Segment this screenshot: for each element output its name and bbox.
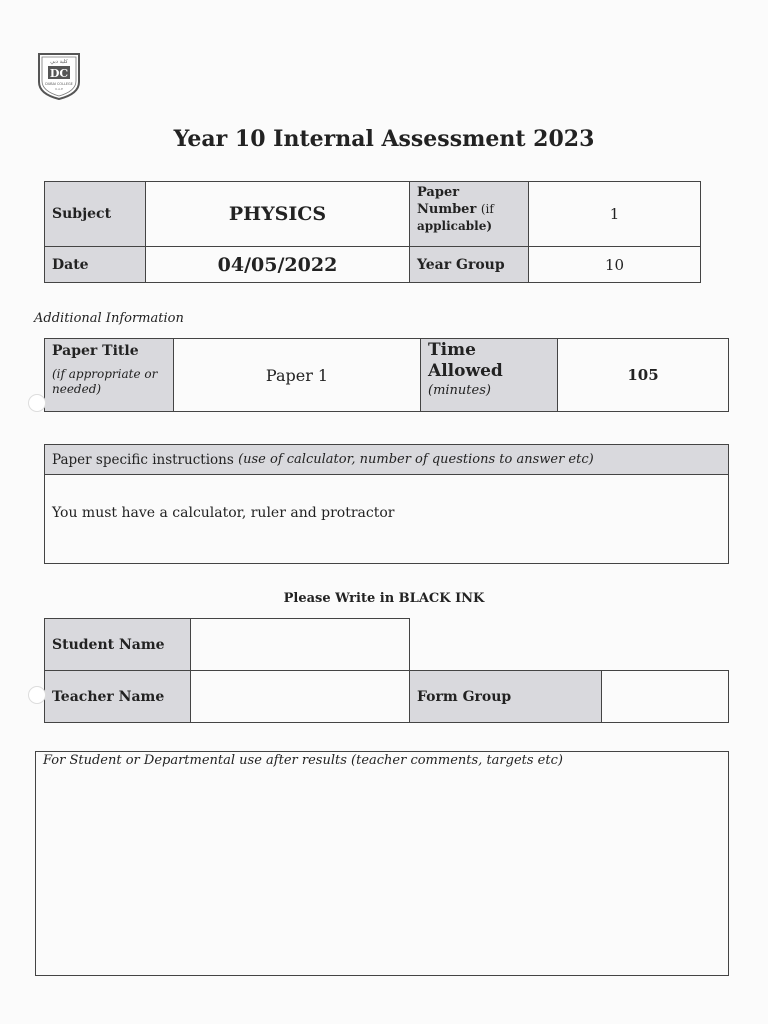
paper-title-note-1: (if appropriate or [52, 367, 158, 381]
form-group-field[interactable] [601, 670, 729, 723]
paper-number-label-line2: Number [417, 202, 477, 217]
black-ink-notice: Please Write in BLACK INK [283, 591, 485, 606]
subject-label: Subject [44, 181, 146, 247]
page-title: Year 10 Internal Assessment 2023 [173, 126, 595, 152]
time-allowed-label-cell [420, 338, 558, 412]
paper-title-value: Paper 1 [173, 338, 421, 412]
year-group-label: Year Group [409, 246, 529, 283]
paper-title-label-cell [44, 338, 174, 412]
teacher-name-field[interactable] [190, 670, 410, 723]
paper-number-note-1: (if [480, 202, 494, 216]
punch-hole [28, 394, 46, 412]
time-allowed-note: (minutes) [428, 383, 491, 398]
paper-number-value: 1 [528, 181, 701, 247]
svg-text:كلية دبي: كلية دبي [50, 59, 68, 65]
date-value: 04/05/2022 [145, 246, 410, 283]
paper-number-note-2: applicable) [417, 219, 493, 233]
year-group-value: 10 [528, 246, 701, 283]
instructions-heading-row [44, 444, 729, 475]
instructions-heading: Paper specific instructions [52, 451, 234, 468]
date-label: Date [44, 246, 146, 283]
instructions-body: You must have a calculator, ruler and protractor [44, 474, 729, 564]
paper-number-label [409, 181, 529, 247]
paper-title-note-2: needed) [52, 382, 102, 396]
paper-number-label-line1: Paper [417, 185, 460, 200]
form-group-label: Form Group [409, 670, 602, 723]
time-allowed-label-line2: Allowed [428, 361, 503, 381]
comments-box[interactable] [35, 751, 729, 976]
college-logo [36, 52, 82, 100]
teacher-name-label: Teacher Name [44, 670, 191, 723]
subject-value: PHYSICS [145, 181, 410, 247]
svg-text:DC: DC [49, 67, 69, 80]
additional-information-heading: Additional Information [34, 311, 184, 326]
student-name-field[interactable] [190, 618, 410, 671]
comments-label: For Student or Departmental use after results (teacher comments, targets etc) [43, 753, 563, 768]
time-allowed-value: 105 [557, 338, 729, 412]
paper-title-label: Paper Title [52, 343, 139, 359]
time-allowed-label-line1: Time [428, 340, 476, 360]
punch-hole [28, 686, 46, 704]
svg-text:U.A.E: U.A.E [55, 87, 63, 91]
svg-text:DUBAI COLLEGE: DUBAI COLLEGE [45, 82, 73, 86]
instructions-heading-note: (use of calculator, number of questions to answer etc) [238, 452, 594, 467]
student-name-label: Student Name [44, 618, 191, 671]
